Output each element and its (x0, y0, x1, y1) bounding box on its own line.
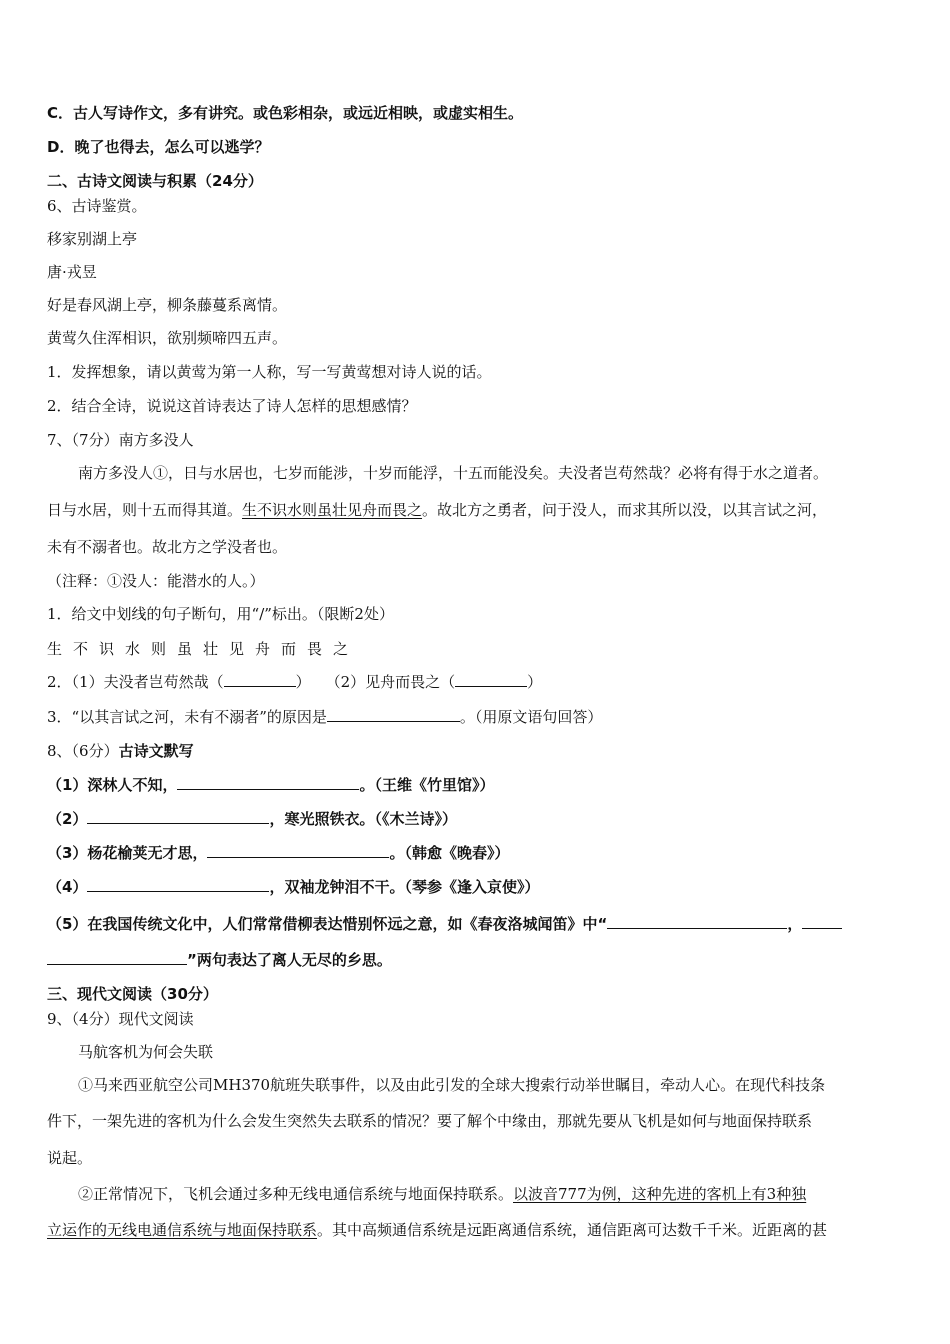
section3-title: 三、现代文阅读（30分） (47, 985, 218, 1003)
para2-line-2 (47, 1220, 827, 1240)
p7-note: （注释：①没人：能潜水的人。） (47, 572, 265, 590)
q8-4-part1: （4） (47, 878, 88, 896)
q7-3-part2: 。（用原文语句回答） (459, 708, 603, 726)
para2-line-1 (78, 1184, 806, 1204)
q8-5 (47, 914, 842, 934)
answer-blank[interactable] (87, 877, 269, 892)
q7-title: 7、（7分）南方多没人 (47, 431, 194, 449)
p7-line-3: 未有不溺者也。故北方之学没者也。 (47, 538, 288, 556)
q8-title-label: 古诗文默写 (118, 742, 194, 760)
q8-1-part2: 。（王维《竹里馆》） (359, 776, 495, 794)
q8-4 (47, 877, 539, 897)
poem-title: 移家别湖上亭 (47, 230, 138, 248)
q8-title-score: 8、（6分） (47, 742, 119, 760)
q7-2-part1: 2．（1）夫没者岂苟然哉（ (47, 673, 224, 691)
q7-1-sentence: 生不识水则虽壮见舟而畏之 (47, 640, 360, 658)
option-c: C．古人写诗作文，多有讲究。或色彩相杂，或远近相映，或虚实相生。 (47, 104, 524, 122)
q7-3 (47, 707, 602, 727)
para1-line-1: ①马来西亚航空公司MH370航班失联事件，以及由此引发的全球大搜索行动举世瞩目，牵动人心。在现代科技条 (78, 1076, 826, 1094)
para2-line-2-end: 。其中高频通信系统是远距离通信系统，通信距离可达数千千米。近距离的甚 (317, 1221, 828, 1239)
q7-2-part2: ） （2）见舟而畏之（ (295, 673, 456, 691)
q8-3-part2: 。（韩愈《晚春》） (389, 844, 510, 862)
section2-title: 二、古诗文阅读与积累（24分） (47, 172, 263, 190)
poem-author: 唐·戎昱 (47, 263, 97, 281)
q8-2 (47, 809, 457, 829)
q8-title (47, 741, 194, 761)
q9-title: 9、（4分）现代文阅读 (47, 1010, 194, 1028)
para2-line-1-start: ②正常情况下，飞机会通过多种无线电通信系统与地面保持联系。 (78, 1185, 514, 1203)
q8-5-part3: ”两句表达了离人无尽的乡思。 (187, 951, 392, 969)
q8-5-comma: ， (787, 915, 803, 933)
q7-2 (47, 672, 542, 692)
q6-1: 1．发挥想象，请以黄莺为第一人称，写一写黄莺想对诗人说的话。 (47, 363, 492, 381)
underlined-sentence: 生不识水则虽壮见舟而畏之 (242, 501, 423, 519)
q8-5-part1: （5）在我国传统文化中，人们常常借柳表达惜别怀远之意，如《春夜洛城闻笛》中“ (47, 915, 608, 933)
para1-line-3: 说起。 (47, 1149, 93, 1167)
q6-title: 6、古诗鉴赏。 (47, 197, 147, 215)
q8-2-part1: （2） (47, 810, 88, 828)
q7-2-part3: ） (527, 673, 543, 691)
q8-2-part2: ，寒光照铁衣。（《木兰诗》） (269, 810, 457, 828)
para1-line-2: 件下，一架先进的客机为什么会发生突然失去联系的情况？要了解个中缘由，那就先要从飞机是如何与地面保持联系 (47, 1112, 813, 1130)
option-d: D．晚了也得去，怎么可以逃学？ (47, 138, 270, 156)
q8-1-part1: （1）深林人不知， (47, 776, 178, 794)
p7-line-2 (47, 500, 827, 520)
answer-blank[interactable] (177, 775, 359, 790)
q7-1: 1．给文中划线的句子断句，用“/”标出。（限断2处） (47, 605, 394, 623)
underlined-sentence: 立运作的无线电通信系统与地面保持联系 (47, 1221, 318, 1239)
q8-1 (47, 775, 494, 795)
answer-blank[interactable] (87, 809, 269, 824)
answer-blank[interactable] (455, 672, 527, 687)
q7-3-part1: 3．“以其言试之河，未有不溺者”的原因是 (47, 708, 327, 726)
answer-blank[interactable] (607, 914, 787, 929)
q8-3 (47, 843, 509, 863)
poem-line-1: 好是春风湖上亭，柳条藤蔓系离情。 (47, 296, 288, 314)
article-title: 马航客机为何会失联 (78, 1043, 214, 1061)
p7-line-2-end: 。故北方之勇者，问于没人，而求其所以没，以其言试之河， (422, 501, 828, 519)
poem-line-2: 黄莺久住浑相识，欲别频啼四五声。 (47, 329, 288, 347)
p7-line-2-start: 日与水居，则十五而得其道。 (47, 501, 243, 519)
q8-3-part1: （3）杨花榆荚无才思， (47, 844, 208, 862)
p7-line-1: 南方多没人①，日与水居也，七岁而能涉，十岁而能浮，十五而能没矣。夫没者岂苟然哉？必将有得于水之道者。 (78, 464, 829, 482)
q8-4-part2: ，双袖龙钟泪不干。（琴参《逢入京使》） (269, 878, 540, 896)
q8-5-cont (47, 950, 392, 970)
answer-blank[interactable] (327, 707, 460, 722)
answer-blank[interactable] (802, 914, 842, 929)
answer-blank[interactable] (207, 843, 389, 858)
underlined-sentence: 以波音777为例，这种先进的客机上有3种独 (513, 1185, 807, 1203)
answer-blank[interactable] (47, 950, 187, 965)
q6-2: 2．结合全诗，说说这首诗表达了诗人怎样的思想感情？ (47, 397, 417, 415)
answer-blank[interactable] (224, 672, 296, 687)
